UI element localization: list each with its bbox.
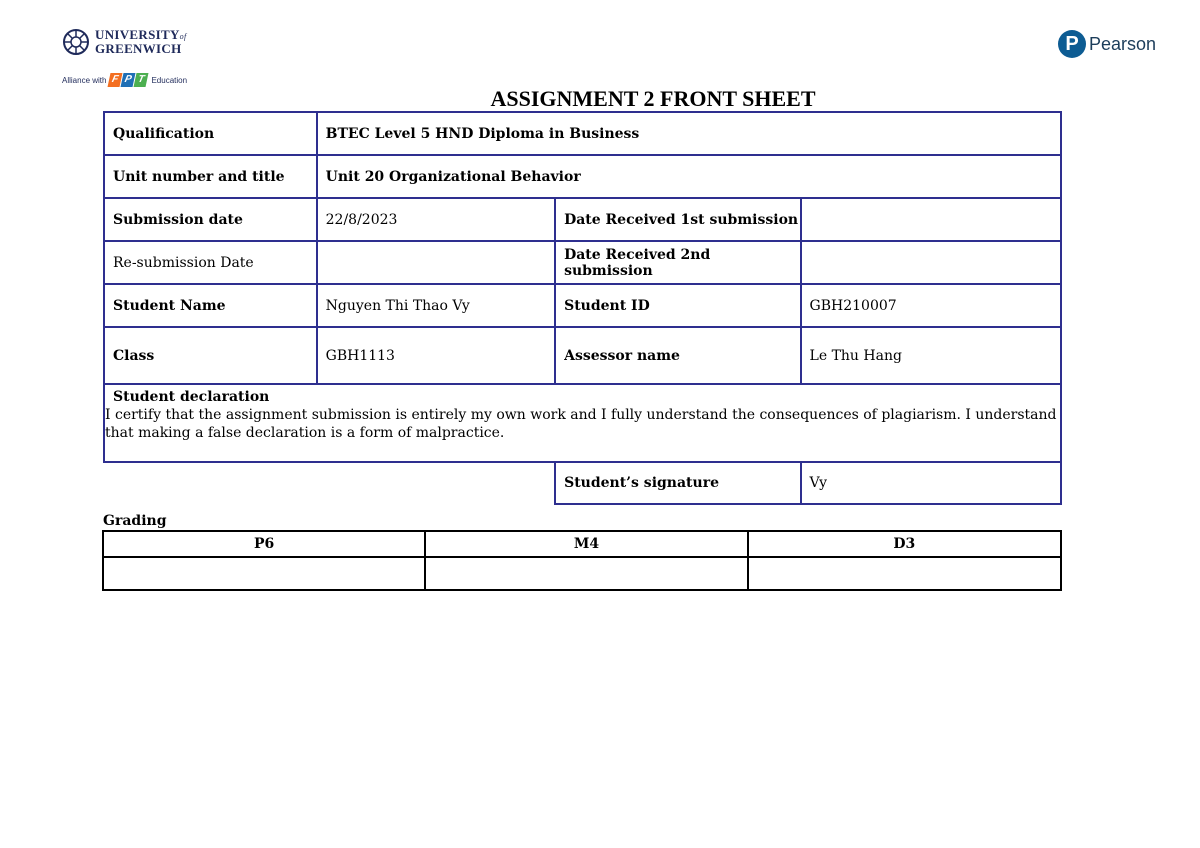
table-row (104, 241, 1061, 284)
grading-table (102, 530, 1062, 591)
grade-value-m4 (425, 557, 747, 590)
declaration-heading: Student declaration (113, 389, 270, 405)
grade-header-p6: P6 (103, 531, 425, 557)
table-row (104, 155, 1061, 198)
pearson-p-icon: P (1058, 30, 1086, 58)
unit-label: Unit number and title (104, 155, 317, 198)
table-row (104, 327, 1061, 384)
student-id-label: Student ID (555, 284, 800, 327)
resubmission-date-label: Re-submission Date (104, 241, 317, 284)
grade-header-d3: D3 (748, 531, 1061, 557)
class-label: Class (104, 327, 317, 384)
table-row (104, 284, 1061, 327)
table-row (104, 198, 1061, 241)
assessor-label: Assessor name (555, 327, 800, 384)
signature-label: Student’s signature (555, 462, 800, 504)
grade-value-d3 (748, 557, 1061, 590)
unit-value: Unit 20 Organizational Behavior (317, 155, 1061, 198)
table-row (104, 462, 1061, 504)
pearson-logo (1058, 30, 1156, 58)
received-2nd-label: Date Received 2nd submission (555, 241, 800, 284)
signature-value: Vy (801, 462, 1061, 504)
table-row (104, 112, 1061, 155)
declaration-text: I certify that the assignment submission is entirely my own work and I fully understand the consequences of plagiarism. I understand that making a false declaration is a form of malpractice. (105, 407, 1057, 441)
grade-value-p6 (103, 557, 425, 590)
grading-label: Grading (103, 513, 167, 529)
fpt-letter-p: P (121, 73, 136, 87)
qualification-value: BTEC Level 5 HND Diploma in Business (317, 112, 1061, 155)
student-name-value: Nguyen Thi Thao Vy (317, 284, 555, 327)
student-declaration (104, 384, 1061, 462)
submission-date-label: Submission date (104, 198, 317, 241)
assessor-value: Le Thu Hang (801, 327, 1061, 384)
class-value: GBH1113 (317, 327, 555, 384)
grade-header-m4: M4 (425, 531, 747, 557)
university-of-greenwich-logo (62, 28, 186, 56)
university-name: UNIVERSITYof GREENWICH (95, 27, 187, 56)
grading-header-row (103, 531, 1061, 557)
pearson-name: Pearson (1089, 33, 1157, 54)
resubmission-date-value (317, 241, 555, 284)
table-row (104, 384, 1061, 462)
assignment-info-table (103, 111, 1062, 505)
grading-value-row (103, 557, 1061, 590)
received-2nd-value (801, 241, 1061, 284)
empty-cell (104, 462, 555, 504)
student-id-value: GBH210007 (801, 284, 1061, 327)
qualification-label: Qualification (104, 112, 317, 155)
page-title: ASSIGNMENT 2 FRONT SHEET (490, 86, 816, 111)
alliance-suffix: Education (151, 75, 188, 85)
received-1st-label: Date Received 1st submission (555, 198, 800, 241)
submission-date-value: 22/8/2023 (317, 198, 555, 241)
greenwich-crest-icon (62, 28, 90, 56)
student-name-label: Student Name (104, 284, 317, 327)
fpt-logo (109, 73, 148, 87)
fpt-letter-t: T (134, 73, 149, 87)
received-1st-value (801, 198, 1061, 241)
alliance-prefix: Alliance with (62, 75, 107, 85)
alliance-fpt-logo (62, 73, 187, 87)
fpt-letter-f: F (108, 73, 123, 87)
